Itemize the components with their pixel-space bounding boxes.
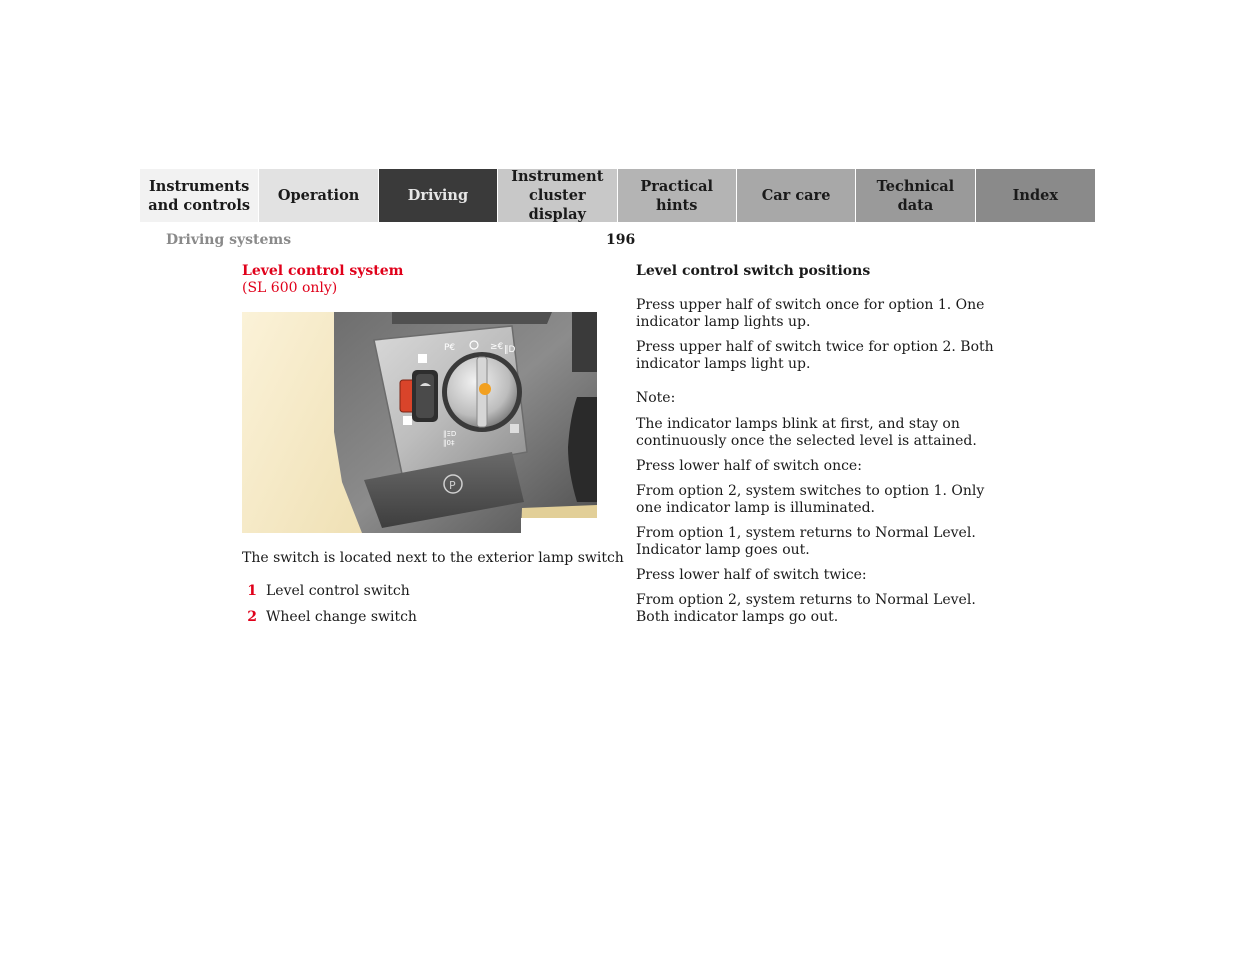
section-heading: Level control switch positions: [636, 263, 871, 279]
tab-index[interactable]: Index: [976, 169, 1095, 222]
svg-text:‖0‡: ‖0‡: [443, 439, 455, 447]
paragraph: The indicator lamps blink at first, and stay on continuously once the selected level is attained.: [636, 416, 977, 449]
tab-instrument-cluster-display[interactable]: Instrument cluster display: [498, 169, 617, 222]
legend-text: Wheel change switch: [266, 609, 417, 625]
legend-text: Level control switch: [266, 583, 410, 599]
svg-text:‖ΞD: ‖ΞD: [443, 430, 457, 438]
switch-positions-section: [636, 263, 1001, 634]
tab-practical-hints[interactable]: Practical hints: [618, 169, 737, 222]
legend-item: [242, 582, 417, 608]
tab-technical-data[interactable]: Technical data: [856, 169, 975, 222]
note-label: Note:: [636, 390, 676, 406]
svg-text:P: P: [449, 479, 456, 492]
tab-instruments-and-controls[interactable]: Instruments and controls: [140, 169, 259, 222]
tab-car-care[interactable]: Car care: [737, 169, 856, 222]
legend-item: [242, 608, 417, 634]
svg-text:‖D: ‖D: [504, 345, 516, 355]
paragraph: Press upper half of switch once for option 1. One indicator lamp lights up.: [636, 297, 985, 330]
legend-number: 1: [247, 583, 257, 599]
paragraph: Press lower half of switch once:: [636, 458, 862, 474]
paragraph: Press lower half of switch twice:: [636, 567, 867, 583]
paragraph: From option 2, system returns to Normal Level. Both indicator lamps go out.: [636, 592, 976, 625]
svg-text:P€: P€: [444, 343, 456, 353]
tab-operation[interactable]: Operation: [259, 169, 378, 222]
legend-number: 2: [247, 609, 257, 625]
switch-panel-illustration: [242, 312, 597, 533]
article-title: Level control system: [242, 263, 404, 279]
paragraph: From option 1, system returns to Normal Level. Indicator lamp goes out.: [636, 525, 976, 558]
article-heading: [242, 263, 404, 297]
svg-text:≥€: ≥€: [490, 342, 504, 352]
figure-caption: The switch is located next to the exterior lamp switch: [242, 550, 624, 566]
paragraph: From option 2, system switches to option 1. Only one indicator lamp is illuminated.: [636, 483, 985, 516]
chapter-nav: [140, 169, 1095, 222]
paragraph: Press upper half of switch twice for option 2. Both indicator lamps light up.: [636, 339, 994, 372]
figure-legend: [242, 582, 417, 634]
page-number: 196: [606, 232, 636, 248]
section-title: Driving systems: [166, 232, 292, 248]
tab-driving[interactable]: Driving: [379, 169, 498, 222]
article-subtitle: (SL 600 only): [242, 280, 338, 296]
